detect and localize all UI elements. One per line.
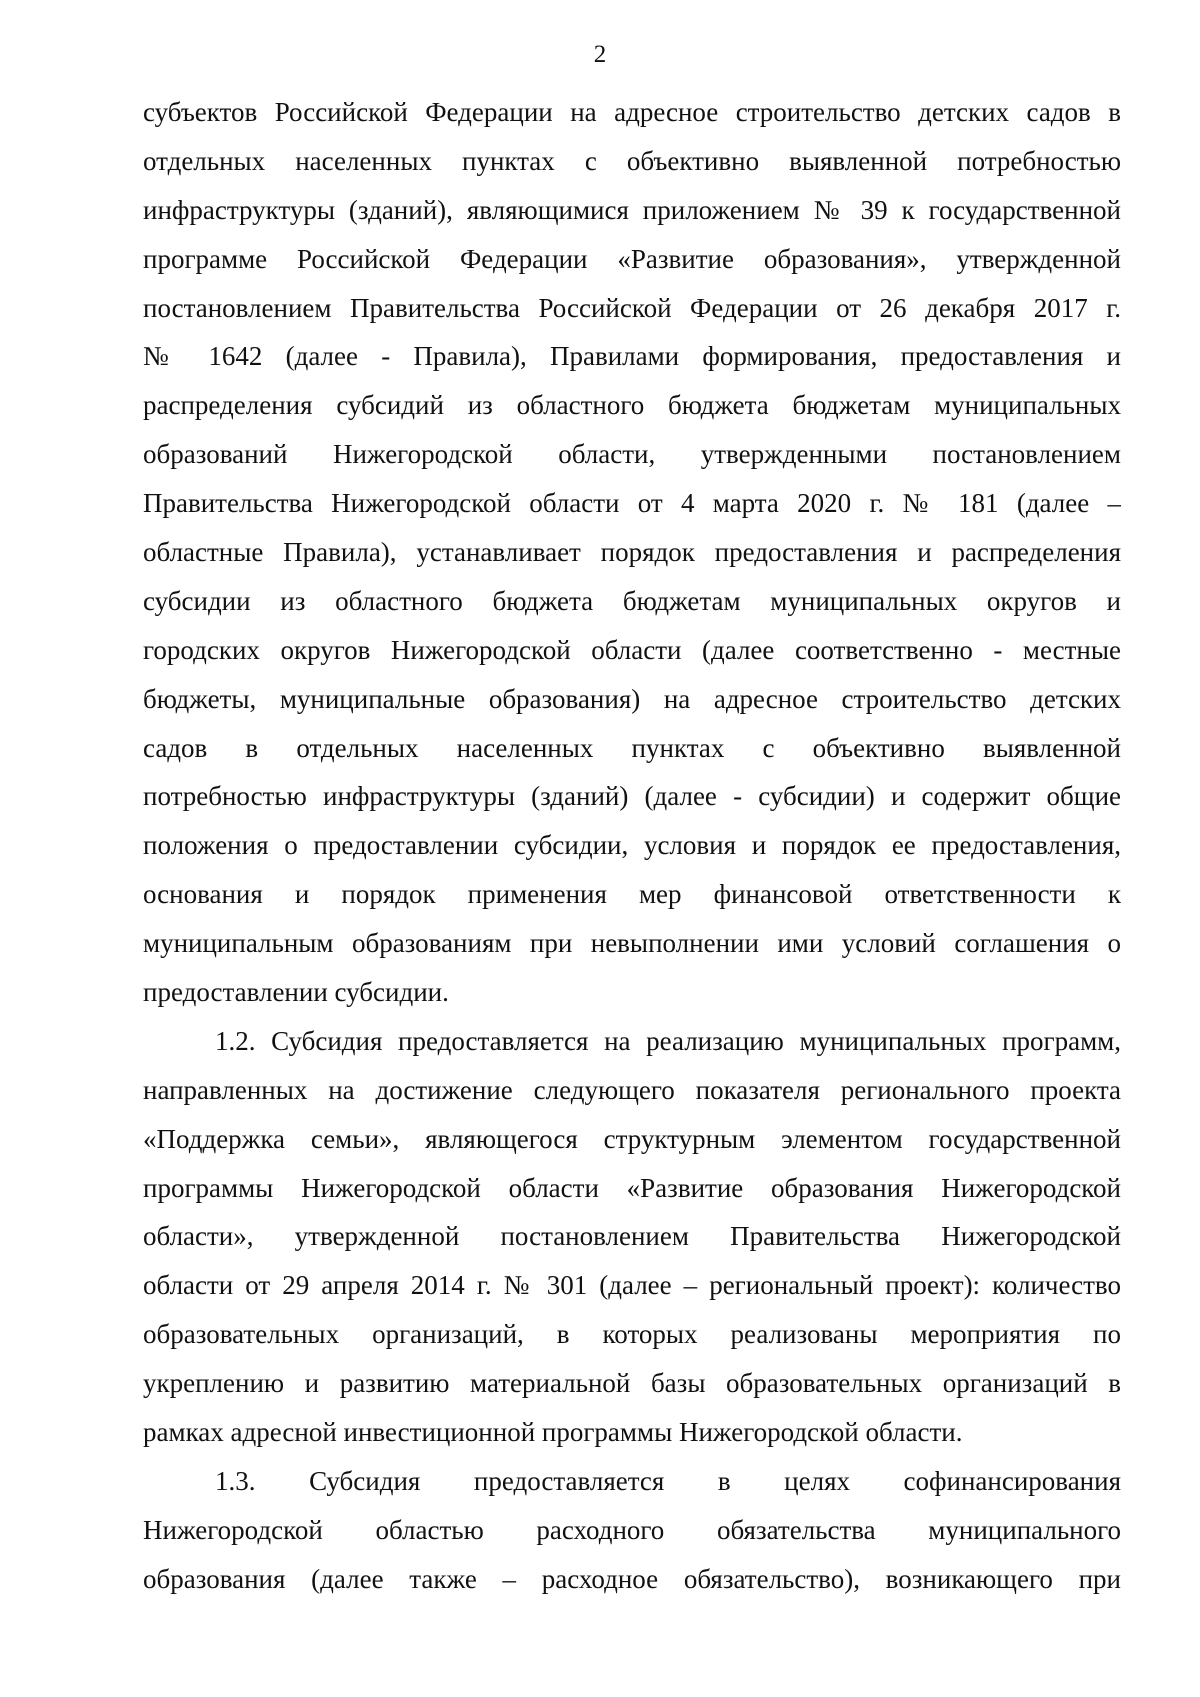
text-line: городских округов Нижегородской области (далее соответственно - местные [143, 634, 1121, 665]
text-line: потребностью инфраструктуры (зданий) (далее - субсидии) и содержит общие [143, 781, 1121, 812]
text-line: «Поддержка семьи», являющегося структурным элементом государственной [143, 1123, 1121, 1154]
text-line: садов в отдельных населенных пунктах с объективно выявленной [143, 732, 1121, 763]
text-line: распределения субсидий из областного бюджета бюджетам муниципальных [143, 390, 1121, 421]
text-line: бюджеты, муниципальные образования) на адресное строительство детских [143, 683, 1121, 714]
text-line: области от 29 апреля 2014 г. № 301 (далее – региональный проект): количество [143, 1270, 1121, 1301]
text-line: 1.2. Субсидия предоставляется на реализацию муниципальных программ, [215, 1025, 1121, 1056]
text-line: положения о предоставлении субсидии, условия и порядок ее предоставления, [143, 830, 1121, 861]
text-line: областные Правила), устанавливает порядок предоставления и распределения [143, 537, 1121, 568]
text-line: образований Нижегородской области, утвержденными постановлением [143, 439, 1121, 470]
paragraph-clause-1-3 [143, 1457, 1121, 1604]
text-line: субъектов Российской Федерации на адресное строительство детских садов в [143, 97, 1121, 127]
text-line: предоставлении субсидии. [143, 977, 449, 1008]
text-line: направленных на достижение следующего показателя регионального проекта [143, 1074, 1121, 1105]
text-line: образования (далее также – расходное обязательство), возникающего при [143, 1563, 1121, 1594]
text-line: укреплению и развитию материальной базы образовательных организаций в [143, 1368, 1121, 1399]
text-line: образовательных организаций, в которых реализованы мероприятия по [143, 1319, 1121, 1350]
text-line: области», утвержденной постановлением Правительства Нижегородской [143, 1221, 1121, 1252]
text-line: основания и порядок применения мер финансовой ответственности к [143, 879, 1121, 910]
text-line: Правительства Нижегородской области от 4 марта 2020 г. № 181 (далее – [143, 488, 1121, 519]
text-line: программы Нижегородской области «Развитие образования Нижегородской [143, 1172, 1121, 1203]
text-line: Нижегородской областью расходного обязательства муниципального [143, 1514, 1121, 1545]
page-number: 2 [593, 41, 607, 68]
text-line: постановлением Правительства Российской Федерации от 26 декабря 2017 г. [143, 292, 1121, 323]
text-line: № 1642 (далее - Правила), Правилами формирования, предоставления и [143, 341, 1121, 372]
text-line: 1.3. Субсидия предоставляется в целях софинансирования [215, 1465, 1121, 1496]
text-line: муниципальным образованиям при невыполнении ими условий соглашения о [143, 928, 1121, 959]
text-line: инфраструктуры (зданий), являющимися приложением № 39 к государственной [143, 194, 1121, 225]
text-line: отдельных населенных пунктах с объективно выявленной потребностью [143, 145, 1121, 176]
text-line: программе Российской Федерации «Развитие образования», утвержденной [143, 243, 1121, 274]
document-body [143, 88, 1121, 1604]
paragraph-clause-1-2 [143, 1017, 1121, 1457]
paragraph-intro [143, 88, 1121, 1017]
text-line: субсидии из областного бюджета бюджетам муниципальных округов и [143, 585, 1121, 616]
text-line: рамках адресной инвестиционной программы Нижегородской области. [143, 1417, 963, 1448]
